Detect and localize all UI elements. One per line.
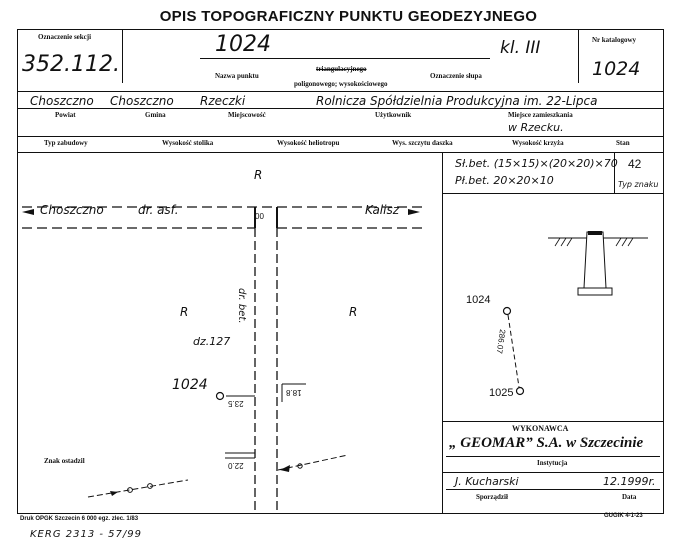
sign-line-2: Pł.bet. 20×20×10 xyxy=(455,174,554,187)
witness-arrow-icon xyxy=(280,465,290,472)
region-r-top: R xyxy=(254,168,263,182)
point-1024-marker-icon xyxy=(217,393,224,400)
road-left-label: Choszczno xyxy=(40,203,104,217)
board-height-label: Wys. szczytu daszka xyxy=(392,139,453,147)
date-value: 12.1999r. xyxy=(603,475,656,488)
region-r-right: R xyxy=(349,305,358,319)
sign-type-number: 42 xyxy=(628,157,642,171)
arrow-west-icon xyxy=(22,209,34,215)
distance-label-1: 23.5 xyxy=(228,399,244,408)
page-title: OPIS TOPOGRAFICZNY PUNKTU GEODEZYJNEGO xyxy=(159,8,538,25)
distance-label-3: 22.0 xyxy=(228,461,244,470)
road-right-label: Kalisz xyxy=(365,203,400,217)
pillar-label: Oznaczenie słupa xyxy=(430,72,482,80)
type-option-2: poligonowego; wysokościowego xyxy=(294,80,388,88)
region-r-left: R xyxy=(180,305,189,319)
author-value: J. Kucharski xyxy=(455,475,519,488)
side-point-b-label: 1025 xyxy=(489,387,514,399)
point-number: 1024 xyxy=(215,32,271,57)
pillar-top-icon xyxy=(588,231,602,235)
side-road-label: dr. bet. xyxy=(236,288,247,324)
county-value: Choszczno xyxy=(30,94,94,108)
point-b-marker-icon xyxy=(517,388,524,395)
locality-label: Miejscowość xyxy=(228,111,266,119)
section-value: 352.112. xyxy=(22,52,120,77)
road-number: 00 xyxy=(255,212,264,221)
contractor-name: „ GEOMAR” S.A. w Szczecinie xyxy=(449,435,644,451)
type-option-1: triangulacyjnego xyxy=(316,65,367,73)
commune-value: Choszczno xyxy=(110,94,174,108)
owner-value: Rolnicza Spółdzielnia Produkcyjna im. 22-Lipca xyxy=(316,94,598,108)
date-label: Data xyxy=(622,493,637,501)
catalog-label: Nr katalogowy xyxy=(592,36,637,44)
side-distance-label: 286.07 xyxy=(494,328,507,355)
distance-label-2: 18.8 xyxy=(286,388,302,397)
author-label: Sporządził xyxy=(476,493,508,501)
point-distance-line xyxy=(508,315,519,387)
table-height-label: Wysokość stolika xyxy=(162,139,214,147)
point-class: kl. III xyxy=(500,38,541,58)
owner-label: Użytkownik xyxy=(375,111,412,119)
heliotrope-height-label: Wysokość heliotropu xyxy=(277,139,340,147)
contractor-label: WYKONAWCA xyxy=(512,424,569,433)
footer-left: Druk OPGK Szczecin 6 000 egz. zlec. 1/83 xyxy=(20,516,139,522)
point-name-label: Nazwa punktu xyxy=(215,72,259,80)
condition-label: Stan xyxy=(616,139,630,147)
county-label: Powiat xyxy=(55,111,76,119)
section-label: Oznaczenie sekcji xyxy=(38,33,92,41)
residence-label: Miejsce zamieszkania xyxy=(508,111,573,119)
footer-stamp: KERG 2313 - 57/99 xyxy=(30,529,142,540)
side-point-a-label: 1024 xyxy=(466,294,491,306)
residence-value: w Rzecku. xyxy=(508,121,564,134)
institution-label: Instytucja xyxy=(537,459,568,467)
arrow-east-icon xyxy=(408,209,420,215)
cross-height-label: Wysokość krzyża xyxy=(512,139,564,147)
catalog-value: 1024 xyxy=(592,58,641,80)
sketch-point-label: 1024 xyxy=(172,377,208,393)
sign-type-label: Typ znaku xyxy=(618,180,659,189)
parcel-label: dz.127 xyxy=(193,335,231,348)
road-mid-label: dr. asf. xyxy=(138,203,179,217)
locality-value: Rzeczki xyxy=(200,94,246,108)
sign-line-1: Sł.bet. (15×15)×(20×20)×70 xyxy=(455,157,618,170)
plate-icon xyxy=(578,288,612,295)
point-a-marker-icon xyxy=(504,308,511,315)
building-type-label: Typ zabudowy xyxy=(44,139,88,147)
footer-right: GUGiK 4-1-23 xyxy=(604,513,643,519)
witness-line-west xyxy=(88,480,188,497)
commune-label: Gmina xyxy=(145,111,166,119)
pillar-icon xyxy=(584,232,606,288)
marker-label: Znak ostadzil xyxy=(44,457,85,465)
